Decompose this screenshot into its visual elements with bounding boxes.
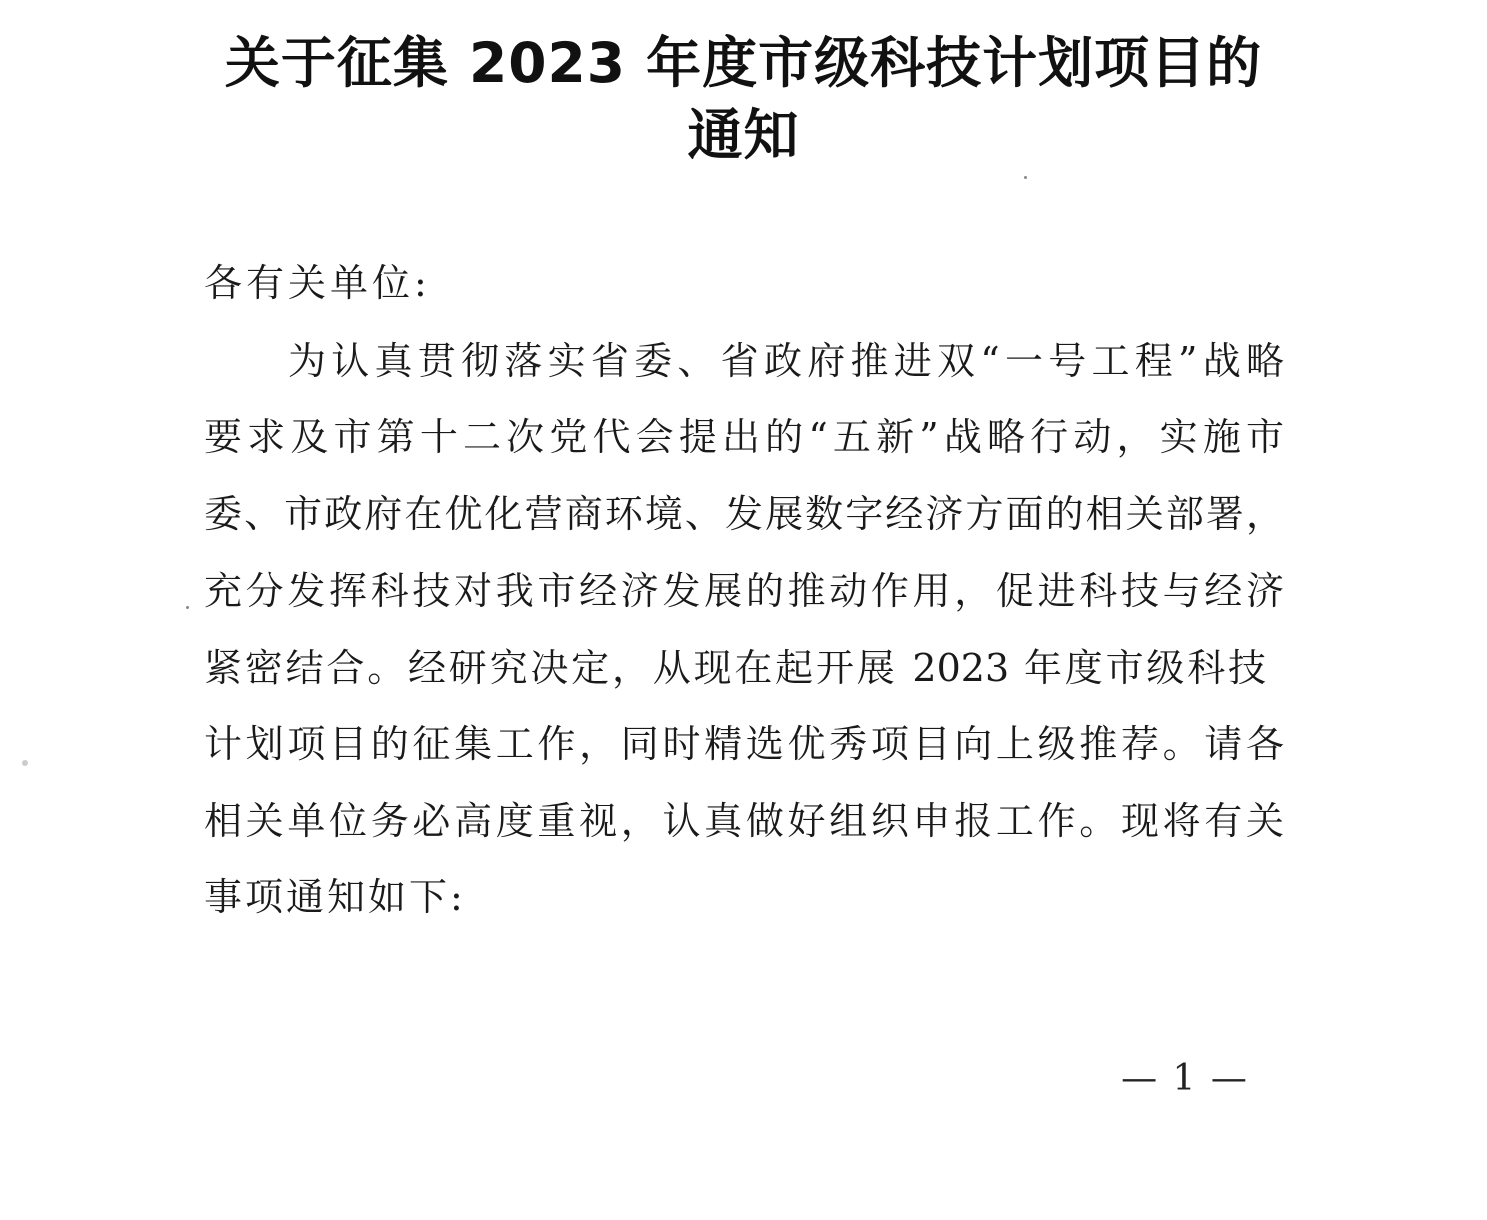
scan-speck [1024,176,1027,179]
paragraph-line: 委、市政府在优化营商环境、发展数字经济方面的相关部署， [204,492,1284,536]
paragraph-line: 紧密结合。经研究决定，从现在起开展 2023 年度市级科技 [204,646,1266,690]
paragraph-line: 相关单位务必高度重视，认真做好组织申报工作。现将有关 [204,799,1284,843]
scan-speck [186,606,189,609]
document-title-line-2: 通知 [687,103,800,167]
page-number: — 1 — [1121,1058,1249,1099]
paragraph-line: 事项通知如下: [204,875,466,919]
document-title-line-1: 关于征集 2023 年度市级科技计划项目的 [224,31,1263,95]
paragraph-line: 充分发挥科技对我市经济发展的推动作用，促进科技与经济 [204,569,1284,613]
paragraph-line: 计划项目的征集工作，同时精选优秀项目向上级推荐。请各 [204,722,1284,766]
paragraph-line: 要求及市第十二次党代会提出的“五新”战略行动，实施市 [204,415,1284,459]
paragraph-line: 为认真贯彻落实省委、省政府推进双“一号工程”战略 [288,339,1284,383]
salutation: 各有关单位: [204,261,431,305]
scan-speck [22,760,28,766]
